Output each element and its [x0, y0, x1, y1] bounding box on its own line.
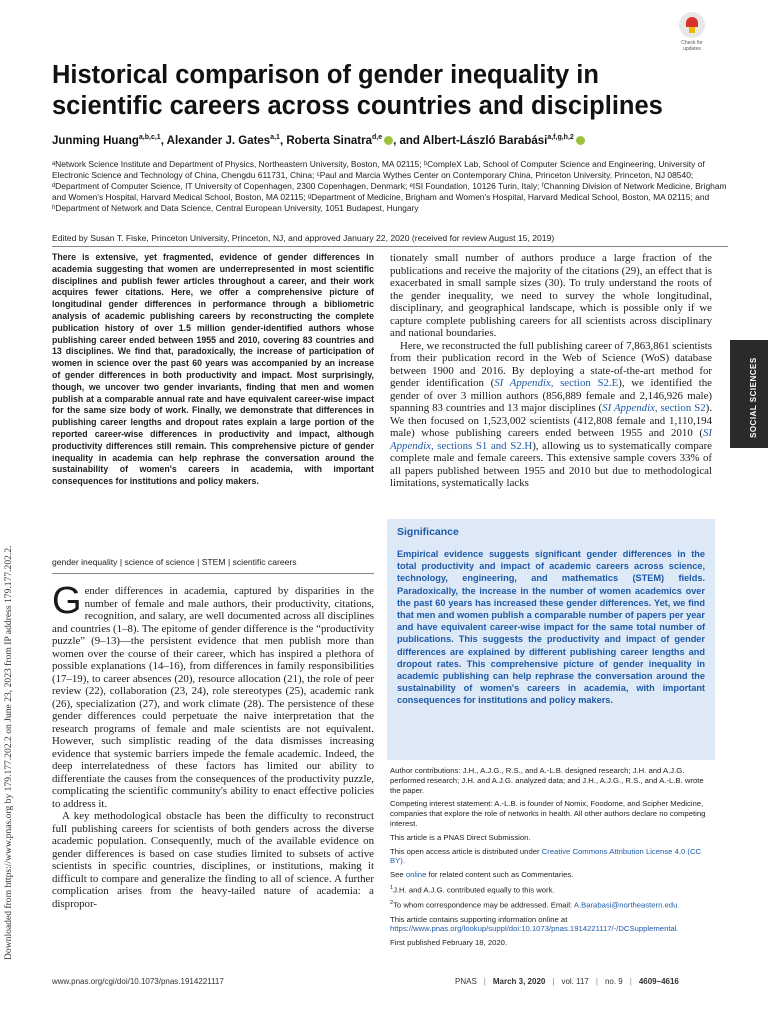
orcid-icon[interactable]	[384, 136, 393, 145]
body-column-right	[390, 252, 712, 490]
keywords: gender inequality | science of science | STEM | scientific careers	[52, 557, 297, 567]
license-note: This open access article is distributed under Creative Commons Attribution License 4.0 (CC BY).	[390, 846, 702, 866]
editor-line: Edited by Susan T. Fiske, Princeton University, Princeton, NJ, and approved January 22, 2020 (received for review August 15, 2019)	[52, 233, 555, 243]
author-contributions: Author contributions: J.H., A.J.G., R.S., and A.-L.B. designed research; J.H. and A.J.G. performed research; J.H. and A.J.G. analyzed data; and J.H., A.J.G., R.S., and A.-L.B. wrote the paper.	[390, 766, 704, 795]
significance-box	[387, 519, 715, 760]
si-appendix-link[interactable]: SI Appendix, section S2	[602, 402, 706, 414]
related-content-note: See online for related content such as Commentaries.	[390, 870, 574, 880]
divider	[52, 246, 728, 247]
doi-link[interactable]: www.pnas.org/cgi/doi/10.1073/pnas.1914221117	[52, 977, 224, 986]
issue-number: no. 9	[604, 977, 623, 986]
footnote-2: $^2$To whom correspondence may be addressed. Email: A.Barabasi@northeastern.edu.	[390, 900, 680, 910]
author-name[interactable]: Albert-László Barabási	[422, 134, 548, 147]
journal-footer: PNAS | March 3, 2020 | vol. 117 | no. 9 | 4609–4616	[455, 977, 679, 986]
author-name[interactable]: Junming Huang	[52, 134, 139, 147]
footnote-1: $^1$J.H. and A.J.G. contributed equally to this work.	[390, 884, 555, 895]
email-link[interactable]: A.Barabasi@northeastern.edu.	[573, 900, 680, 910]
drop-cap: G	[52, 580, 82, 622]
issue-date: March 3, 2020	[492, 977, 546, 986]
supporting-info-note: This article contains supporting information online at https://www.pnas.org/lookup/suppl/doi:10.1073/pnas.1914221117/-/DCSupplemental.	[390, 914, 679, 934]
supporting-info-link[interactable]: https://www.pnas.org/lookup/suppl/doi:10.1073/pnas.1914221117/-/DCSupplemental.	[390, 924, 679, 934]
article-notes	[390, 766, 716, 952]
direct-submission-note: This article is a PNAS Direct Submission.	[390, 832, 531, 842]
author-name[interactable]: Roberta Sinatra	[286, 134, 372, 147]
volume: vol. 117	[561, 977, 589, 986]
badge-label: Check for updates	[681, 40, 703, 52]
introduction-text	[52, 580, 374, 910]
section-tab	[730, 340, 768, 448]
check-for-updates-icon	[679, 12, 705, 38]
author-name[interactable]: Alexander J. Gates	[166, 134, 271, 147]
competing-interests: Competing interest statement: A.-L.B. is founder of Nomix, Foodome, and Scipher Medicine, companies that explore the role of networks in health. All other authors declare no competing interest.	[390, 799, 706, 828]
section-tab-label: SOCIAL SCIENCES	[749, 357, 758, 438]
divider	[52, 573, 374, 574]
page-range: 4609–4616	[638, 977, 679, 986]
article-title: Historical comparison of gender inequality in scientific careers across countries and disciplines	[52, 61, 663, 120]
online-link[interactable]: online	[405, 870, 427, 880]
intro-paragraph: A key methodological obstacle has been the difficulty to reconstruct full publishing careers for scientists of both genders across the diverse academic population. Consequently, much of the available evidence on gender differences is based on case studies limited to subsets of active scientists in specific countries, disciplines, or institutions, making it difficult to compare and generalize the finding to all of science. A further complication arises from the heavy-tailed nature of academia: a dispropor-	[52, 810, 374, 910]
body-paragraph: tionately small number of authors produce a large fraction of the publications and receive the majority of the citations (29), an effect that is exacerbated in small sample sizes (30). To truly understand the roots of the gender inequality, we need to survey the whole longitudinal, disciplinary, and geographical landscape, which is possible only if we capture complete publishing careers for all scientists across disciplinary and national boundaries.	[390, 252, 712, 339]
orcid-icon[interactable]	[576, 136, 585, 145]
license-link[interactable]: Creative Commons Attribution License 4.0 (CC BY).	[390, 846, 702, 866]
body-paragraph: Here, we reconstructed the full publishing career of 7,863,861 scientists from their publication record in the Web of Science (WoS) database between 1900 and 2016. By deploying a state-of-the-art method for gender identification (SI Appendix, section S2.E), we identified the gender of over 3 million authors (856,889 female and 2,146,926 male) spanning 83 countries and 13 major disciplines (SI Appendix, section S2). We then focused on 1,523,002 scientists (412,808 female and 1,110,194 male) whose publishing careers ended between 1955 and 2010 (SI Appendix, sections S1 and S2.H), allowing us to systematically compare complete male and female careers. This extensive sample covers 33% of all papers published between 1955 and 2010 but due to methodological limitations, systematically lacks	[390, 339, 712, 489]
significance-text: Empirical evidence suggests significant gender differences in the total productivity and impact of academic careers across science, technology, engineering, and mathematics (STEM) fields. Paradoxically, the increase in the number of women academics over the past 60 years has increased these gender differences. Yet, we find that men and women publish a comparable number of papers per year and have equivalent career-wise impact for the same total number of publications. This suggests the productivity and impact of gender differences are explained by different publishing career lengths and dropout rates. This comprehensive picture of gender inequality in academic publishing can help rephrase the conversation around the sustainability of women's careers in academia, with important consequences for institutions and policy makers.	[397, 549, 705, 706]
si-appendix-link[interactable]: SI Appendix, sections S1 and S2.H	[390, 427, 712, 452]
intro-paragraph: Gender differences in academia, captured by disparities in the number of female and male authors, their productivity, citations, recognition, and salary, are well documented across all disciplines and countries (1–8). The epitome of gender difference is the “productivity puzzle” (9–13)—the persistent evidence that men publish more than women over the course of their career, which has inspired a plethora of possible explanations (14–16), from differences in family responsibilities (17–19), to career absences (20), resource allocation (21), the role of peer review (22), collaboration (23, 24), role stereotypes (25), academic rank (26), specialization (27), and work climate (28). The persistence of these gender differences could perpetuate the naive interpretation that the research programs of female and male scientists are not equivalent. However, such simplistic reading of the data dismisses increasing evidence that systemic barriers impede the female academic. Indeed, the deep interrelatedness of these factors has limited our ability to differentiate the causes from the consequences of the productivity puzzle, complicating the scientific community's ability to enact effective policies to address it.	[52, 580, 374, 810]
download-note: Downloaded from https://www.pnas.org by 179.177.202.2 on June 23, 2023 from IP address 179.177.202.2.	[3, 545, 14, 960]
si-appendix-link[interactable]: SI Appendix, section S2.E	[494, 377, 619, 389]
abstract: There is extensive, yet fragmented, evidence of gender differences in academia suggesting that women are underrepresented in most scientific disciplines and publish fewer articles throughout a career, and their work acquires fewer citations. Here, we offer a comprehensive picture of longitudinal gender differences in performance through a bibliometric analysis of academic publishing careers by reconstructing the complete publication history of over 1.5 million gender-identified authors whose publishing career ended between 1955 and 2010, covering 83 countries and 13 disciplines. We find that, paradoxically, the increase of participation of women in science over the past 60 years was accompanied by an increase of gender differences in both productivity and impact. Most surprisingly, though, we uncover two gender invariants, finding that men and women publish at a comparable annual rate and have equivalent career-wise impact for the same size body of work. Finally, we demonstrate that differences in publishing career lengths and dropout rates explain a large portion of the reported career-wise differences in productivity and impact, although productivity differences still remain. This comprehensive picture of gender inequality in academia can help rephrase the conversation around the sustainability of women's careers in academia, with important consequences for institutions and policy makers.	[52, 252, 374, 487]
journal-name: PNAS	[455, 977, 477, 986]
publication-date: First published February 18, 2020.	[390, 938, 508, 948]
author-list: Junming Huang$^{a,b,c,1}$, Alexander J. Gates$^{a,1}$, Roberta Sinatra$^{d,e}$ , and Albert-László Barabási$^{a,f,g,h,2}$	[52, 134, 712, 147]
significance-heading: Significance	[397, 526, 459, 538]
check-for-updates-badge[interactable]	[673, 12, 711, 56]
affiliations: ᵃNetwork Science Institute and Department of Physics, Northeastern University, Boston, MA 02115; ᵇCompleX Lab, School of Computer Science and Engineering, University of Electronic Science and Technology of China, Chengdu 611731, China; ᶜPaul and Marcia Wythes Center on Contemporary China, Princeton University, Princeton, NJ 08540; ᵈDepartment of Computer Science, IT University of Copenhagen, 2300 Copenhagen, Denmark; ᵉISI Foundation, 10126 Turin, Italy; ᶠChanning Division of Network Medicine, Brigham and Women's Hospital, Harvard Medical School, Boston, MA 02115; ᵍDepartment of Medicine, Brigham and Women's Hospital, Harvard Medical School, Boston, MA 02115; and ʰDepartment of Network and Data Science, Central European University, 1051 Budapest, Hungary	[52, 159, 727, 213]
